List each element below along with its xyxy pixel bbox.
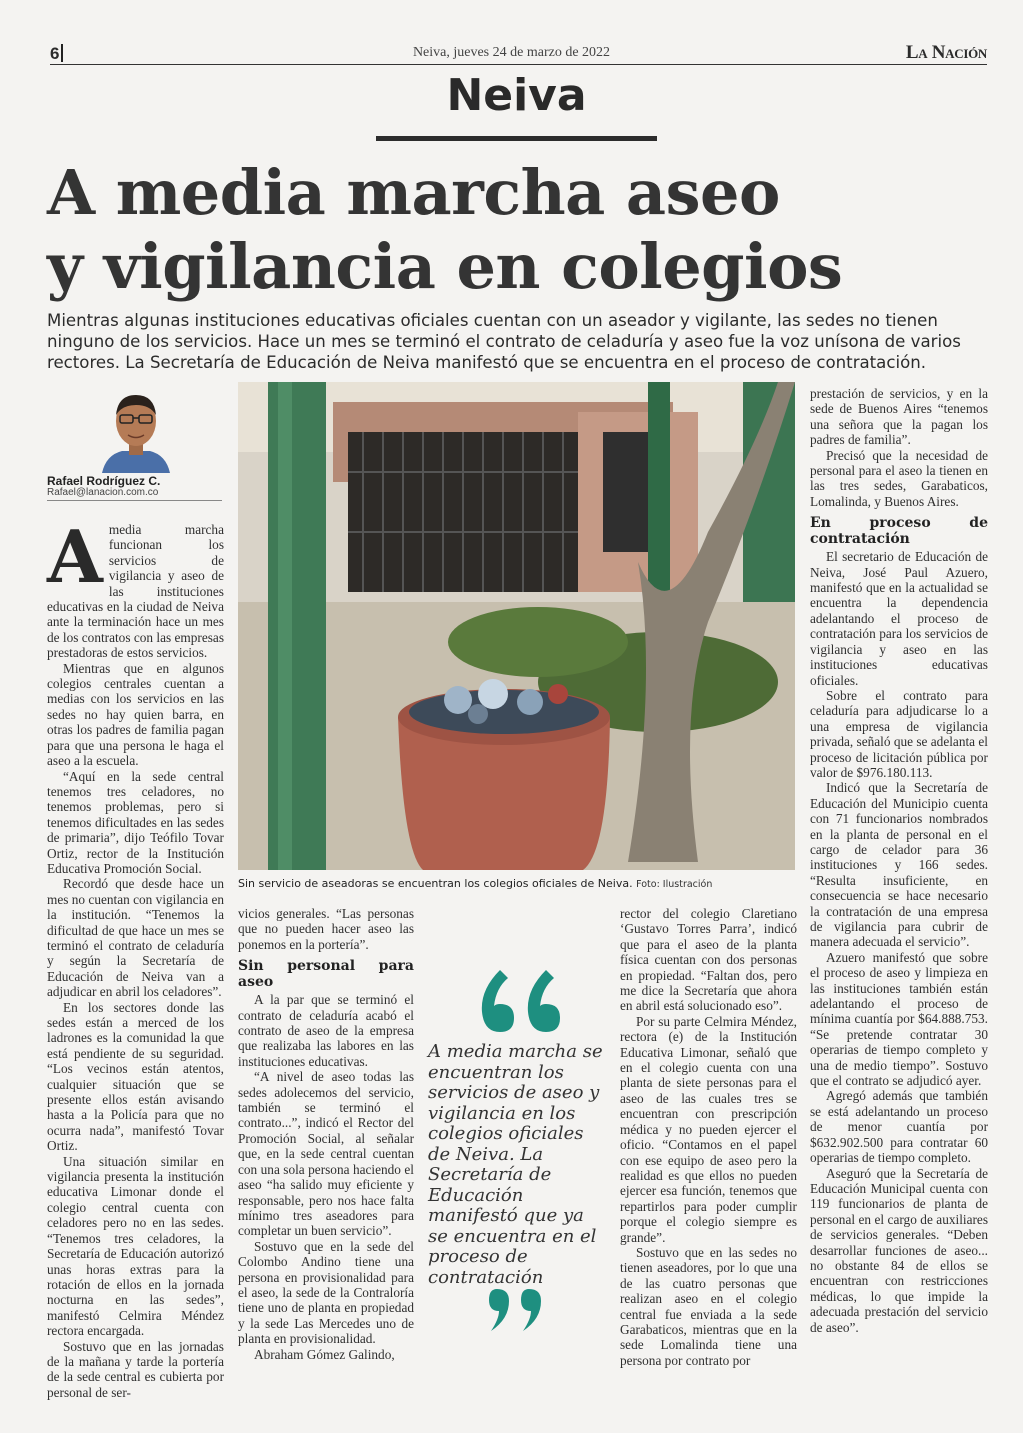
paragraph: Por su parte Celmira Méndez, rectora (e) de la Institución Educativa Limonar, señaló que en el colegio cuenta con una planta de siete personas para el aseo de las cuales tres se encuentran con prescripción médica y no pueden ejercer el oficio. “Contamos en el papel con ese equipo de aseo pero la realidad es que ellos no pueden ejercer esa función, tenemos que repartirlos para poder cumplir porque el colegio siempre es grande”. (620, 1013, 797, 1245)
author-photo (98, 385, 174, 473)
column-4 (810, 386, 988, 1335)
dateline: Neiva, jueves 24 de marzo de 2022 (412, 45, 611, 60)
headline-line-2: y vigilancia en colegios (47, 230, 843, 303)
paragraph: Azuero manifestó que sobre el proceso de aseo y limpieza en las instituciones también están adelantando el proceso de mínima cuantía por $64.888.753. “Se pretende contratar 30 operarias de tiempo completo y una de medio tiempo”. Sostuvo que el contrato se adjudicó ayer. (810, 949, 988, 1089)
photo-credit: Foto: Ilustración (636, 879, 713, 890)
section-title: Neiva (446, 70, 587, 121)
page-number: 6 (50, 44, 63, 64)
paragraph: Sostuvo que en las jornadas de la mañana y tarde la portería de la sede central es cubierta por personal de ser- (47, 1338, 224, 1400)
column-1 (47, 514, 224, 1400)
paragraph: Recordó que desde hace un mes no cuentan con vigilancia en la institución. “Tenemos la dificultad de que hace un mes se terminó el contrato de celaduría y según la Secretaría de Educación de Neiva van a adjudicar en abril los celadores”. (47, 876, 224, 1000)
lede: Mientras algunas instituciones educativas oficiales cuentan con un aseador y vigilante, las sedes no tienen ninguno de los servicios. Hace un mes se terminó el contrato de celaduría y aseo fue la voz unísona de varios rectores. La Secretaría de Educación de Neiva manifestó que se encuentra en el proceso de contratación. (47, 311, 961, 372)
paragraph: Precisó que la necesidad de personal para el aseo la tienen en las tres sedes, Garabaticos, Lomalinda, y Buenos Aires. (810, 447, 988, 509)
author-name: Rafael Rodríguez C. (47, 474, 161, 488)
newspaper-logo: La Nación (905, 42, 987, 63)
paragraph: prestación de servicios, y en la sede de Buenos Aires “tenemos una señora que la pagan los padres de familia”. (810, 386, 988, 448)
paragraph: Una situación similar en vigilancia presenta la institución educativa Limonar donde el colegio central cuenta con celadores pero no en las sedes. “Tenemos tres celadores, la Secretaría de Educación autorizó unas horas extras para la rotación de ellos en la jornada nocturna en las sedes”, manifestó Celmira Méndez rectora encargada. (47, 1153, 224, 1339)
paragraph: vicios generales. “Las personas que no pueden hacer aseo las ponemos en la portería”. (238, 906, 414, 952)
close-quote-icon (485, 1285, 545, 1335)
paragraph: “Aquí en la sede central tenemos tres celadores, no tenemos problemas, pero si tenemos dificultades en las sedes de primaria”, dijo Teófilo Tovar Ortiz, rector de la Institución Educativa Promoción Social. (47, 768, 224, 876)
paragraph: Indicó que la Secretaría de Educación del Municipio cuenta con 71 funcionarios nombrados en la planta de personal en el cargo de celador para 36 instituciones y 166 sedes. “Resulta insuficiente, en consecuencia se hace necesario la contratación de una empresa de vigilancia para cubrir de manera adecuada el servicio”. (810, 780, 988, 950)
article-photo (238, 382, 795, 870)
paragraph: Aseguró que la Secretaría de Educación Municipal cuenta con 119 funcionarios de planta de personal en el cargo de auxiliares de servicios generales. “Deben desarrollar funciones de aseo... no obstante 84 de ellos se encuentran con restricciones médicas, lo que impide la adecuada prestación del servicio de aseo”. (810, 1165, 988, 1335)
headline-line-1: A media marcha aseo (47, 156, 780, 229)
open-quote-icon (470, 960, 570, 1040)
paragraph: Sostuvo que en las sedes no tienen aseadores, por lo que una de las cuatro personas que realizan aseo en el colegio central fue enviada a la sede Garabaticos, mientras que en la sede Lomalinda tiene una persona por contrato por (620, 1244, 797, 1368)
subhead: Sin personal para aseo (238, 958, 414, 991)
subhead: En proceso de contratación (810, 515, 988, 548)
paragraph: rector del colegio Claretiano ‘Gustavo Torres Parra’, indicó que para el aseo de la planta física cuentan con dos personas en propiedad. “Faltan dos, pero me dice la Secretaría que ahora en abril está solucionado eso”. (620, 906, 797, 1014)
column-2 (238, 906, 414, 1362)
author-email[interactable]: Rafael@lanacion.com.co (47, 487, 159, 498)
paragraph: Sostuvo que en la sede del Colombo Andino tiene una persona en provisionalidad para el aseo, la sede de la Contraloría tiene uno de planta en propiedad y la sede Las Mercedes uno de planta en provisionalidad. (238, 1238, 414, 1347)
paragraph: Abraham Gómez Galindo, (254, 1346, 395, 1362)
paragraph: media marcha funcionan los servicios de vigilancia y aseo de las instituciones educativas en la ciudad de Neiva ante la terminación hace un mes de los contratos con las empresas prestadoras de estos servicios. (47, 522, 224, 661)
header-rule (50, 64, 987, 65)
section-underline (376, 136, 657, 141)
photo-caption (238, 877, 795, 890)
headline (47, 156, 1007, 304)
pull-quote: A media marcha se encuentran los servicios de aseo y vigilancia en los colegios oficiales de Neiva. La Secretaría de Educación manifestó que ya se encuentra en el proceso de contratación (428, 1041, 603, 1288)
paragraph: Mientras que en algunos colegios centrales cuentan a medias con los servicios en las sedes no hay quien barra, en otras los padres de familia pagan para que una persona le haga el aseo a la escuela. (47, 660, 224, 769)
drop-cap: A (47, 514, 103, 599)
paragraph: A la par que se terminó el contrato de celaduría acabó el contrato de aseo de la empresa que realizaba las labores en las instituciones educativas. (238, 992, 414, 1069)
paragraph: Sobre el contrato para celaduría para adjudicarse lo a una empresa de vigilancia privada, señaló que se adelanta el proceso de licitación pública por valor de $976.180.113. (810, 687, 988, 780)
paragraph: “A nivel de aseo todas las sedes adolecemos del servicio, también se terminó el contrato...”, indicó el Rector del Promoción Social, al señalar que, en la sede central cuentan con una sola persona haciendo el aseo “ha salido muy eficiente y responsable, pero nos hace falta mínimo tres aseadores para completar un buen servicio”. (238, 1069, 414, 1239)
paragraph: El secretario de Educación de Neiva, José Paul Azuero, manifestó que en la actualidad se encuentra la dependencia adelantando el proceso de contratación para los servicios de vigilancia y aseo en las instituciones educativas oficiales. (810, 549, 988, 688)
column-3 (620, 906, 797, 1368)
paragraph: En los sectores donde las sedes están a merced de los ladrones es la comunidad la que está pendiente de su seguridad. “Los vecinos están atentos, cualquier situación que se presente ellos están avisando hasta a la Policía para que no ocurra nada”, manifestó Tovar Ortiz. (47, 999, 224, 1154)
paragraph: Agregó además que también se está adelantando un proceso de menor cuantía por $632.902.500 para contratar 60 operarias de tiempo completo. (810, 1088, 988, 1166)
caption-text: Sin servicio de aseadoras se encuentran los colegios oficiales de Neiva. (238, 877, 633, 890)
author-divider (47, 500, 222, 501)
